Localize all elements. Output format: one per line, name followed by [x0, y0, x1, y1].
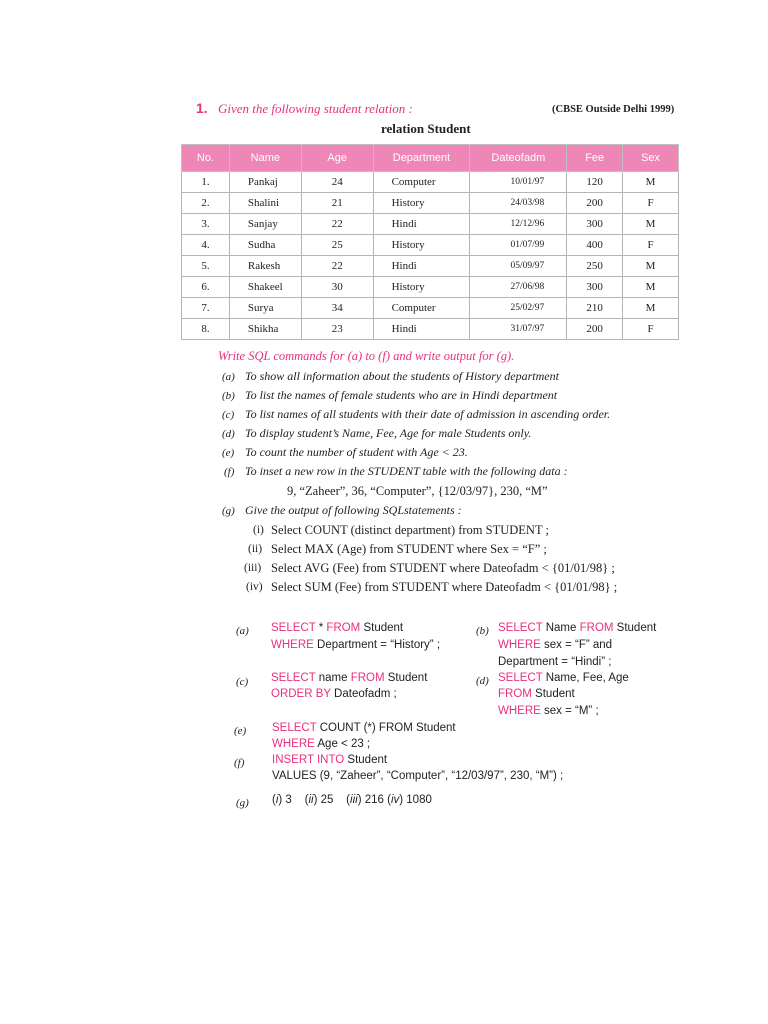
- cell-fee: 210: [567, 298, 623, 319]
- cell-no: 4.: [182, 235, 230, 256]
- cell-fee: 200: [567, 193, 623, 214]
- part-text-c: To list names of all students with their date of admission in ascending order.: [245, 407, 611, 421]
- part-text-b: To list the names of female students who are in Hindi department: [245, 388, 558, 402]
- question-number: 1.: [196, 100, 208, 116]
- g-label-iii: (iii): [244, 562, 262, 574]
- cell-age: 30: [301, 277, 373, 298]
- cell-name: Shakeel: [229, 277, 301, 298]
- cell-sex: M: [623, 256, 679, 277]
- answer-g-values: (i) 3 (ii) 25 (iii) 216 (iv) 1080: [272, 794, 432, 806]
- cell-dateofadm: 12/12/96: [470, 214, 567, 235]
- table-title: relation Student: [381, 121, 471, 136]
- g-label-ii: (ii): [248, 543, 263, 555]
- student-table: [181, 144, 679, 340]
- cell-name: Sanjay: [229, 214, 301, 235]
- g-statement-iii: Select AVG (Fee) from STUDENT where Dateofadm < {01/01/98} ;: [271, 561, 615, 575]
- answer-label-e: (e): [234, 725, 247, 737]
- part-text-e: To count the number of student with Age < 23.: [245, 445, 468, 459]
- cell-sex: F: [623, 319, 679, 340]
- cell-department: Hindi: [373, 319, 470, 340]
- table-header-row: [182, 145, 679, 172]
- cell-fee: 250: [567, 256, 623, 277]
- answer-b-line1: SELECT Name FROM Student: [498, 622, 657, 634]
- cell-department: Hindi: [373, 214, 470, 235]
- answer-label-b: (b): [476, 625, 489, 637]
- answer-c-line2: ORDER BY Dateofadm ;: [271, 688, 397, 700]
- table-row: [182, 298, 679, 319]
- cell-dateofadm: 05/09/97: [470, 256, 567, 277]
- cell-age: 23: [301, 319, 373, 340]
- part-text-f: To inset a new row in the STUDENT table with the following data :: [245, 464, 568, 478]
- cell-dateofadm: 10/01/97: [470, 172, 567, 193]
- table-row: [182, 277, 679, 298]
- part-label-a: (a): [222, 371, 235, 383]
- part-label-b: (b): [222, 390, 235, 402]
- cell-name: Shalini: [229, 193, 301, 214]
- cell-age: 24: [301, 172, 373, 193]
- answer-e-line1: SELECT COUNT (*) FROM Student: [272, 722, 456, 734]
- answer-b-line2: WHERE sex = “F” and: [498, 639, 613, 651]
- answer-e-line2: WHERE Age < 23 ;: [272, 738, 371, 750]
- cell-dateofadm: 27/06/98: [470, 277, 567, 298]
- cell-age: 22: [301, 256, 373, 277]
- cell-no: 7.: [182, 298, 230, 319]
- g-statement-ii: Select MAX (Age) from STUDENT where Sex = “F” ;: [271, 542, 547, 556]
- column-header: Fee: [567, 145, 623, 172]
- cell-name: Sudha: [229, 235, 301, 256]
- cell-sex: M: [623, 172, 679, 193]
- table-row: [182, 172, 679, 193]
- answer-d-line2: FROM Student: [498, 688, 575, 700]
- part-label-f: (f): [224, 466, 235, 478]
- cell-name: Pankaj: [229, 172, 301, 193]
- cell-sex: F: [623, 235, 679, 256]
- column-header: No.: [182, 145, 230, 172]
- cell-no: 8.: [182, 319, 230, 340]
- part-text-a: To show all information about the students of History department: [245, 369, 559, 383]
- cell-dateofadm: 24/03/98: [470, 193, 567, 214]
- cell-department: Computer: [373, 298, 470, 319]
- answer-a-line1: SELECT * FROM Student: [271, 622, 404, 634]
- g-statement-i: Select COUNT (distinct department) from STUDENT ;: [271, 523, 549, 537]
- table-row: [182, 319, 679, 340]
- table-row: [182, 193, 679, 214]
- cell-department: History: [373, 235, 470, 256]
- answer-b-line3: Department = “Hindi” ;: [498, 656, 612, 668]
- cell-fee: 300: [567, 277, 623, 298]
- question-intro: Given the following student relation :: [218, 101, 413, 116]
- question-source: (CBSE Outside Delhi 1999): [552, 104, 675, 115]
- g-label-i: (i): [253, 524, 264, 536]
- table-row: [182, 214, 679, 235]
- answer-d-line1: SELECT Name, Fee, Age: [498, 672, 629, 684]
- answer-f-line2: VALUES (9, “Zaheer”, “Computer”, “12/03/97”, 230, “M”) ;: [272, 770, 564, 782]
- cell-dateofadm: 01/07/99: [470, 235, 567, 256]
- answer-c-line1: SELECT name FROM Student: [271, 672, 428, 684]
- cell-no: 6.: [182, 277, 230, 298]
- cell-dateofadm: 31/07/97: [470, 319, 567, 340]
- cell-fee: 200: [567, 319, 623, 340]
- cell-fee: 300: [567, 214, 623, 235]
- cell-no: 5.: [182, 256, 230, 277]
- answer-a-line2: WHERE Department = “History” ;: [271, 639, 441, 651]
- cell-age: 21: [301, 193, 373, 214]
- column-header: Department: [373, 145, 470, 172]
- cell-name: Surya: [229, 298, 301, 319]
- column-header: Dateofadm: [470, 145, 567, 172]
- cell-no: 1.: [182, 172, 230, 193]
- cell-name: Shikha: [229, 319, 301, 340]
- part-label-g: (g): [222, 505, 235, 517]
- answer-label-a: (a): [236, 625, 249, 637]
- column-header: Age: [301, 145, 373, 172]
- part-label-e: (e): [222, 447, 235, 459]
- answer-label-g: (g): [236, 797, 249, 809]
- table-row: [182, 235, 679, 256]
- g-label-iv: (iv): [246, 581, 263, 593]
- answer-d-line3: WHERE sex = “M” ;: [498, 705, 599, 717]
- cell-sex: F: [623, 193, 679, 214]
- cell-age: 25: [301, 235, 373, 256]
- cell-department: History: [373, 277, 470, 298]
- cell-age: 22: [301, 214, 373, 235]
- cell-fee: 120: [567, 172, 623, 193]
- part-text-g: Give the output of following SQLstatements :: [245, 503, 462, 517]
- answer-label-c: (c): [236, 676, 249, 688]
- cell-no: 2.: [182, 193, 230, 214]
- insert-data: 9, “Zaheer”, 36, “Computer”, {12/03/97}, 230, “M”: [287, 484, 548, 498]
- column-header: Name: [229, 145, 301, 172]
- table-row: [182, 256, 679, 277]
- cell-no: 3.: [182, 214, 230, 235]
- part-label-c: (c): [222, 409, 235, 421]
- cell-sex: M: [623, 277, 679, 298]
- cell-fee: 400: [567, 235, 623, 256]
- part-label-d: (d): [222, 428, 235, 440]
- answer-f-line1: INSERT INTO Student: [272, 754, 388, 766]
- cell-sex: M: [623, 214, 679, 235]
- cell-dateofadm: 25/02/97: [470, 298, 567, 319]
- g-statement-iv: Select SUM (Fee) from STUDENT where Dateofadm < {01/01/98} ;: [271, 580, 618, 594]
- cell-name: Rakesh: [229, 256, 301, 277]
- answer-label-f: (f): [234, 757, 245, 769]
- cell-department: Computer: [373, 172, 470, 193]
- part-text-d: To display student’s Name, Fee, Age for male Students only.: [245, 426, 532, 440]
- cell-department: Hindi: [373, 256, 470, 277]
- cell-department: History: [373, 193, 470, 214]
- cell-sex: M: [623, 298, 679, 319]
- instruction: Write SQL commands for (a) to (f) and write output for (g).: [218, 349, 515, 363]
- column-header: Sex: [623, 145, 679, 172]
- cell-age: 34: [301, 298, 373, 319]
- answer-label-d: (d): [476, 675, 489, 687]
